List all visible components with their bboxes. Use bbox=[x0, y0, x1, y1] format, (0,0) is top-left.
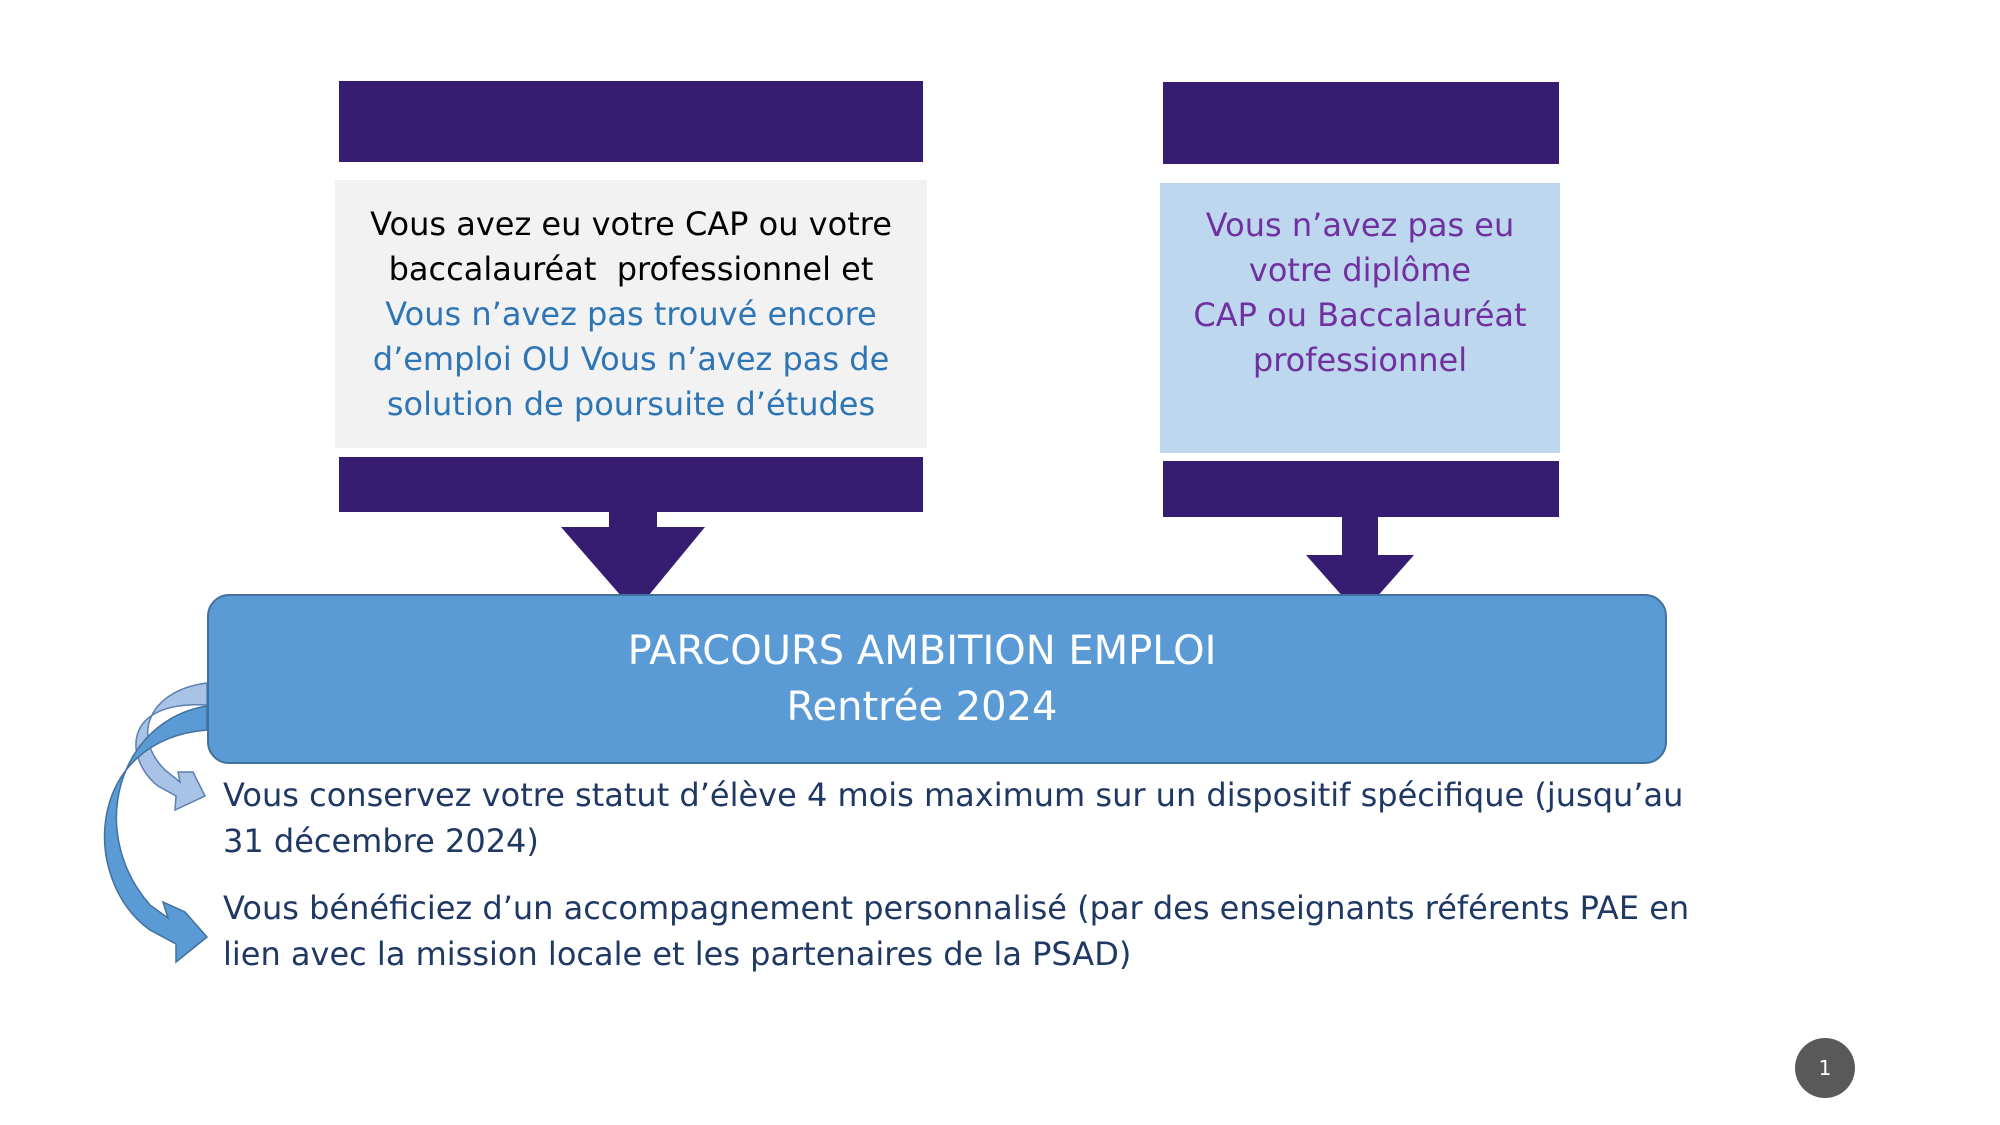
right-condition-box bbox=[1160, 183, 1560, 453]
main-box-title: PARCOURS AMBITION EMPLOI bbox=[627, 628, 1217, 674]
right-box-line-4: professionnel bbox=[1252, 341, 1468, 379]
left-condition-box bbox=[335, 180, 927, 448]
right-box-line-3: CAP ou Baccalauréat bbox=[1193, 296, 1527, 334]
parcours-ambition-emploi-box bbox=[207, 594, 1667, 764]
page-number-badge bbox=[1795, 1038, 1855, 1098]
bullet-2-line-2: lien avec la mission locale et les partenaires de la PSAD) bbox=[223, 935, 1132, 973]
main-box-subtitle: Rentrée 2024 bbox=[786, 684, 1058, 730]
bullet-2-line-1: Vous bénéficiez d’un accompagnement personnalisé (par des enseignants référents PAE en bbox=[223, 889, 1690, 927]
left-box-line-3: Vous n’avez pas trouvé encore bbox=[385, 294, 877, 333]
left-box-line-4: d’emploi OU Vous n’avez pas de bbox=[372, 339, 890, 378]
right-box-line-1: Vous n’avez pas eu bbox=[1205, 206, 1515, 244]
left-box-line-2: baccalauréat professionnel et bbox=[388, 249, 874, 288]
left-box-line-1: Vous avez eu votre CAP ou votre bbox=[370, 204, 892, 243]
left-box-line-5: solution de poursuite d’études bbox=[386, 384, 876, 423]
bullet-item-1 bbox=[223, 772, 1723, 864]
page-number: 1 bbox=[1818, 1056, 1832, 1080]
bullet-item-2 bbox=[223, 885, 1723, 977]
right-box-line-2: votre diplôme bbox=[1248, 251, 1472, 289]
bullet-1-line-1: Vous conservez votre statut d’élève 4 mois maximum sur un dispositif spécifique (jusqu’au bbox=[223, 776, 1684, 814]
curved-arrow-large bbox=[105, 706, 207, 962]
bullet-1-line-2: 31 décembre 2024) bbox=[223, 822, 539, 860]
